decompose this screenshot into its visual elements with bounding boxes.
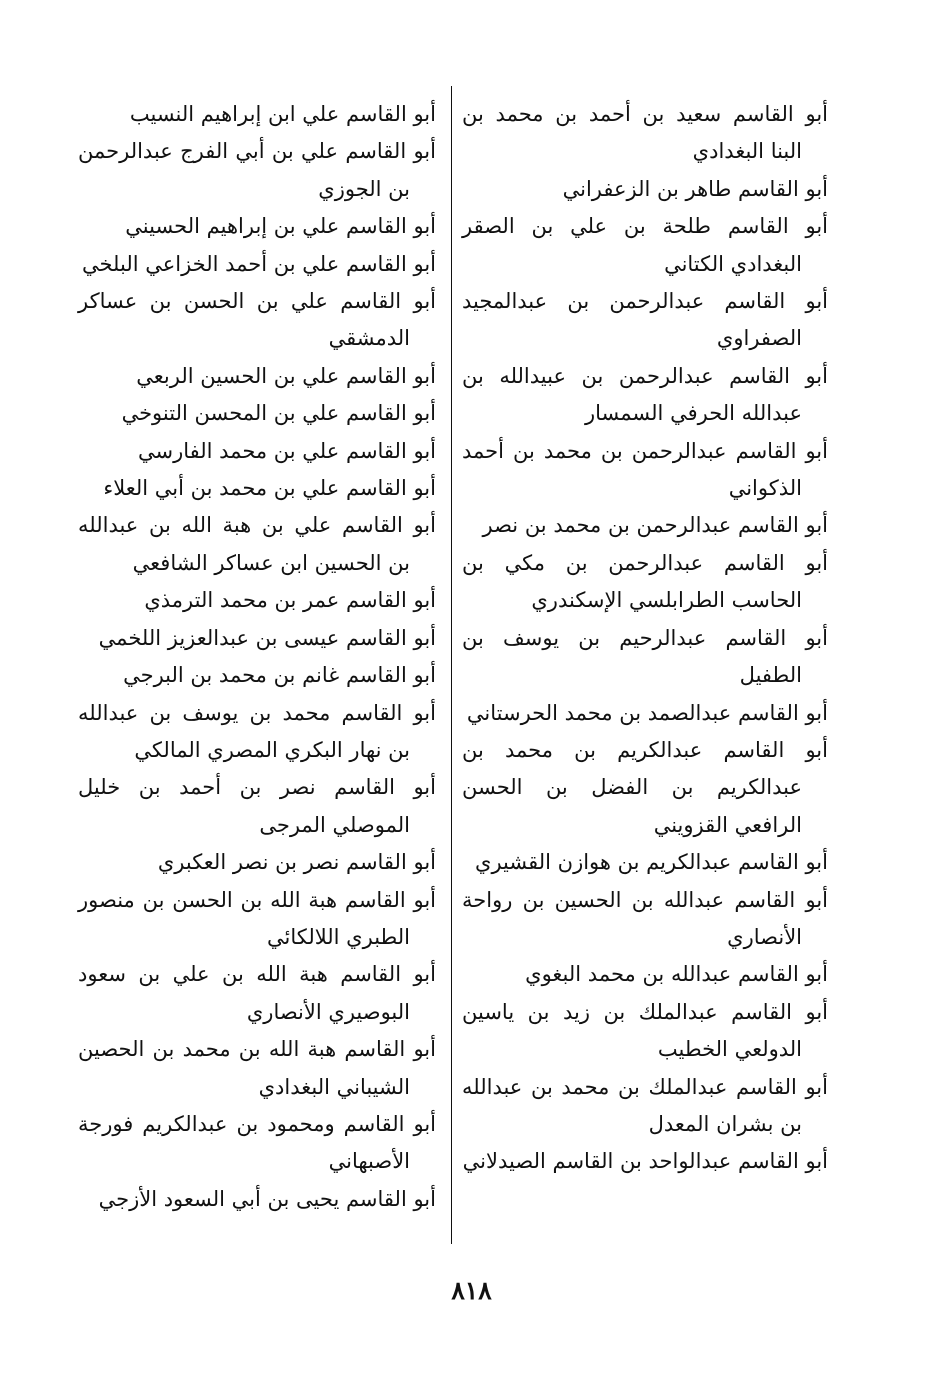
index-entry: أبو القاسم هبة الله بن علي بن سعود البوصيري الأنصاري <box>78 962 436 1024</box>
index-entry: أبو القاسم عبدالواحد بن القاسم الصيدلاني <box>462 1149 828 1174</box>
index-entry: أبو القاسم هبة الله بن الحسن بن منصور الطبري اللالكائي <box>78 887 436 949</box>
index-entry: أبو القاسم عبدالصمد بن محمد الحرستاني <box>466 700 828 725</box>
index-entry: أبو القاسم هبة الله بن محمد بن الحصين الشيباني البغدادي <box>78 1037 436 1099</box>
index-entry: أبو القاسم عبدالملك بن زيد بن ياسين الدولعي الخطيب <box>462 999 828 1062</box>
index-entry: أبو القاسم عبدالرحيم بن يوسف بن الطفيل <box>462 625 828 688</box>
right-column <box>462 96 828 1181</box>
index-entry: أبو القاسم عبدالكريم بن هوازن القشيري <box>475 850 828 875</box>
index-entry: أبو القاسم عبدالرحمن بن محمد بن أحمد الذكواني <box>462 438 828 501</box>
index-entry: أبو القاسم عبدالكريم بن محمد بن عبدالكريم بن الفضل بن الحسن الرافعي القزويني <box>462 737 828 837</box>
index-entry: أبو القاسم عمر بن محمد الترمذي <box>144 588 436 613</box>
index-entry: أبو القاسم عبدالله بن الحسين بن رواحة الأنصاري <box>462 887 828 949</box>
index-entry: أبو القاسم ومحمود بن عبدالكريم فورجة الأصبهاني <box>78 1111 436 1174</box>
index-entry: أبو القاسم يحيى بن أبي السعود الأزجي <box>98 1186 436 1211</box>
index-entry: أبو القاسم علي بن الحسن بن عساكر الدمشقي <box>78 289 436 351</box>
index-entry: أبو القاسم غانم بن محمد بن البرجي <box>123 663 436 688</box>
index-entry: أبو القاسم محمد بن يوسف بن عبدالله بن نهار البكري المصري المالكي <box>78 700 436 762</box>
index-entry: أبو القاسم عيسى بن عبدالعزيز اللخمي <box>98 625 436 650</box>
index-entry: أبو القاسم علي بن محمد الفارسي <box>137 438 436 463</box>
index-entry: أبو القاسم علي بن إبراهيم الحسيني <box>125 214 436 239</box>
index-entry: أبو القاسم عبدالرحمن بن محمد بن نصر <box>482 513 828 538</box>
column-divider <box>451 86 452 1244</box>
left-column <box>78 96 436 1218</box>
index-entry: أبو القاسم علي بن هبة الله بن عبدالله بن الحسين ابن عساكر الشافعي <box>78 513 436 575</box>
index-entry: أبو القاسم نصر بن أحمد بن خليل الموصلي المرجى <box>78 775 436 837</box>
index-entry: أبو القاسم عبدالرحمن بن عبدالمجيد الصفراوي <box>462 289 828 351</box>
index-entry: أبو القاسم عبدالله بن محمد البغوي <box>525 962 828 987</box>
index-entry: أبو القاسم علي بن أحمد الخزاعي البلخي <box>81 251 436 276</box>
index-entry: أبو القاسم عبدالرحمن بن عبيدالله بن عبدالله الحرفي السمسار <box>462 363 828 426</box>
index-entry: أبو القاسم علي بن أبي الفرج عبدالرحمن بن الجوزي <box>78 139 436 201</box>
index-entry: أبو القاسم علي بن الحسين الربعي <box>136 363 436 388</box>
index-entry: أبو القاسم طاهر بن الزعفراني <box>562 176 828 201</box>
index-entry: أبو القاسم علي بن المحسن التنوخي <box>121 401 436 426</box>
index-entry: أبو القاسم سعيد بن أحمد بن محمد بن البنا البغدادي <box>462 102 828 164</box>
index-entry: أبو القاسم عبدالرحمن بن مكي بن الحاسب الطرابلسي الإسكندري <box>462 550 828 613</box>
index-entry: أبو القاسم علي ابن إبراهيم النسيب <box>129 102 436 126</box>
index-entry: أبو القاسم علي بن محمد بن أبي العلاء <box>103 476 436 501</box>
page-number: ٨١٨ <box>451 1276 492 1305</box>
index-entry: أبو القاسم عبدالملك بن محمد بن عبدالله بن بشران المعدل <box>462 1074 828 1136</box>
index-entry: أبو القاسم طلحة بن علي بن الصقر البغدادي الكتاني <box>462 214 828 276</box>
index-entry: أبو القاسم نصر بن نصر العكبري <box>157 850 436 875</box>
